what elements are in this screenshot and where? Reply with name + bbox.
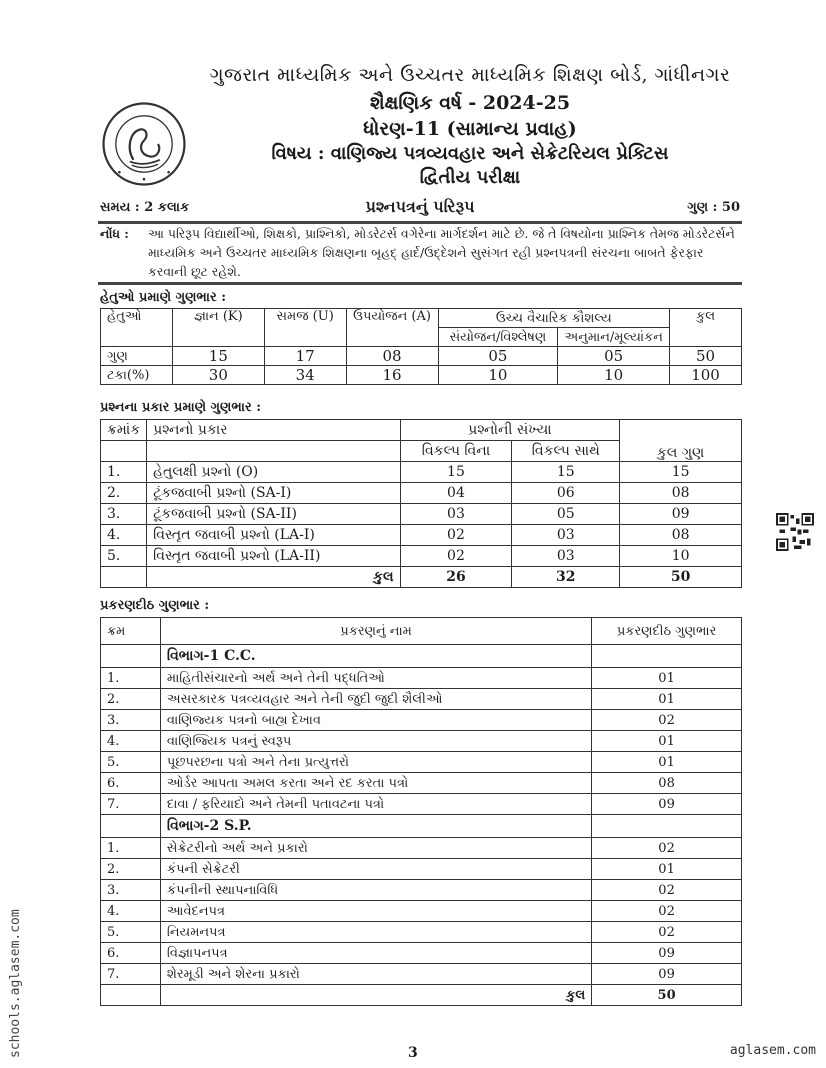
cell-sr: 6. [101, 943, 161, 964]
cell-sr: 3. [101, 504, 147, 525]
cell-sr: 3. [101, 710, 161, 731]
section-1-title: વિભાગ-1 C.C. [160, 645, 591, 668]
header-type: પ્રશ્નનો પ્રકાર [147, 420, 400, 441]
header-application: ઉપયોજન (A) [346, 309, 438, 347]
cell-with: 03 [512, 546, 620, 567]
watermark-right: aglasem.com [729, 1043, 816, 1058]
header-chapter-name: પ્રકરણનું નામ [160, 618, 591, 645]
cell-without: 04 [400, 483, 512, 504]
header-total: કુલ [670, 309, 742, 347]
subject: વિષય : વાણિજ્ય પત્રવ્યવહાર અને સેક્રેટરિયલ પ્રેક્ટિસ [271, 143, 669, 164]
cell-name: નિયમનપત્ર [160, 922, 591, 943]
header-count: પ્રશ્નોની સંખ્યા [400, 420, 620, 441]
table-row [101, 964, 742, 985]
page-number: 3 [408, 1045, 418, 1061]
cell-name: વાણિજ્યક પત્રનો બાહ્ય દેખાવ [160, 710, 591, 731]
note-label: નોંધ : [100, 226, 129, 241]
total-weight: 50 [592, 985, 742, 1006]
table-row [101, 880, 742, 901]
question-types-table [100, 419, 742, 588]
watermark-left: schools.aglasem.com [8, 909, 23, 1058]
cell-name: આવેદનપત્ર [160, 901, 591, 922]
cell-sr: 3. [101, 880, 161, 901]
cell-sr: 4. [101, 525, 147, 546]
cell-marks: 08 [620, 483, 742, 504]
note [100, 224, 740, 281]
cell-weight: 02 [592, 922, 742, 943]
chapters-title: પ્રકરણદીઠ ગુણભાર : [100, 598, 210, 613]
table-row [101, 943, 742, 964]
objectives-table [100, 308, 742, 385]
cell-type: હેતુલક્ષી પ્રશ્નો (O) [147, 462, 400, 483]
cell-name: ઓર્ડર આપતા અમલ કરતા અને રદ કરતા પત્રો [160, 773, 591, 794]
header-evaluation: અનુમાન/મૂલ્યાંકન [558, 328, 670, 347]
cell-sr: 7. [101, 964, 161, 985]
cell-name: દાવા / ફરિયાદો અને તેમની પતાવટના પત્રો [160, 794, 591, 815]
blueprint-title: પ્રશ્નપત્રનું પરિરૂપ [365, 197, 475, 216]
row-label: ગુણ [101, 347, 173, 366]
cell-value: 50 [670, 347, 742, 366]
cell-weight: 01 [592, 859, 742, 880]
cell-weight: 02 [592, 880, 742, 901]
cell-value: 15 [172, 347, 264, 366]
table-row [101, 462, 742, 483]
table-row [101, 922, 742, 943]
cell-type: વિસ્તૃત જવાબી પ્રશ્નો (LA-I) [147, 525, 400, 546]
cell-name: વિજ્ઞાપનપત્ર [160, 943, 591, 964]
cell-value: 10 [438, 366, 558, 385]
row-label: ટકા(%) [101, 366, 173, 385]
cell-weight: 01 [592, 668, 742, 689]
table-row [101, 347, 742, 366]
cell-without: 02 [400, 525, 512, 546]
cell-weight: 09 [592, 794, 742, 815]
table-row [101, 901, 742, 922]
cell-with: 15 [512, 462, 620, 483]
cell-weight: 09 [592, 943, 742, 964]
cell-value: 34 [264, 366, 346, 385]
cell-value: 10 [558, 366, 670, 385]
cell-with: 05 [512, 504, 620, 525]
cell-sr: 7. [101, 794, 161, 815]
standard: ધોરણ-11 (સામાન્ય પ્રવાહ) [363, 118, 577, 140]
total-marks: 50 [620, 567, 742, 588]
section-2-title: વિભાગ-2 S.P. [160, 815, 591, 838]
cell-value: 17 [264, 347, 346, 366]
cell-without: 15 [400, 462, 512, 483]
header-knowledge: જ્ઞાન (K) [172, 309, 264, 347]
cell-sr: 6. [101, 773, 161, 794]
table-row [101, 859, 742, 880]
cell-weight: 09 [592, 964, 742, 985]
header-understanding: સમજ (U) [264, 309, 346, 347]
cell-sr: 4. [101, 901, 161, 922]
cell-value: 30 [172, 366, 264, 385]
table-row [101, 668, 742, 689]
total-without: 26 [400, 567, 512, 588]
total-label: કુલ [160, 985, 591, 1006]
divider [98, 282, 742, 285]
cell-with: 06 [512, 483, 620, 504]
cell-name: શેરમૂડી અને શેરના પ્રકારો [160, 964, 591, 985]
table-row [101, 773, 742, 794]
cell-value: 16 [346, 366, 438, 385]
board-seal-icon [100, 100, 188, 188]
exam-time: સમય : 2 કલાક [100, 200, 190, 215]
cell-sr: 2. [101, 483, 147, 504]
cell-weight: 01 [592, 689, 742, 710]
header-objective: હેતુઓ [101, 309, 173, 347]
cell-sr: 5. [101, 922, 161, 943]
cell-without: 03 [400, 504, 512, 525]
cell-weight: 02 [592, 710, 742, 731]
cell-value: 05 [438, 347, 558, 366]
cell-name: વાણિજ્યિક પત્રનું સ્વરૂપ [160, 731, 591, 752]
cell-sr: 1. [101, 462, 147, 483]
qr-code-icon[interactable] [776, 512, 814, 552]
cell-name: કંપની સેક્રેટરી [160, 859, 591, 880]
header-total-marks: કુલ ગુણ [620, 420, 742, 462]
cell-marks: 10 [620, 546, 742, 567]
question-types-title: પ્રશ્નના પ્રકાર પ્રમાણે ગુણભાર : [100, 400, 262, 415]
cell-marks: 08 [620, 525, 742, 546]
cell-value: 05 [558, 347, 670, 366]
cell-sr: 1. [101, 668, 161, 689]
table-row [101, 366, 742, 385]
academic-year: શૈક્ષણિક વર્ષ - 2024-25 [369, 92, 571, 114]
cell-weight: 02 [592, 901, 742, 922]
table-row [101, 483, 742, 504]
table-row [101, 752, 742, 773]
exam-meta-row [100, 198, 740, 218]
header-sr: ક્રમ [101, 618, 161, 645]
table-row [101, 525, 742, 546]
cell-value: 08 [346, 347, 438, 366]
cell-weight: 08 [592, 773, 742, 794]
cell-marks: 09 [620, 504, 742, 525]
total-label: કુલ [147, 567, 400, 588]
table-row [101, 546, 742, 567]
cell-sr: 2. [101, 689, 161, 710]
cell-sr: 5. [101, 752, 161, 773]
header-sr: ક્રમાંક [101, 420, 147, 441]
cell-without: 02 [400, 546, 512, 567]
cell-weight: 02 [592, 838, 742, 859]
cell-sr: 4. [101, 731, 161, 752]
table-row [101, 731, 742, 752]
header-hots: ઉચ્ચ વૈચારિક કૌશલ્ય [438, 309, 670, 328]
cell-weight: 01 [592, 731, 742, 752]
cell-name: માહિતીસંચારનો અર્થ અને તેની પદ્ધતિઓ [160, 668, 591, 689]
total-row [101, 985, 742, 1006]
chapters-table [100, 617, 742, 1006]
cell-type: ટૂંકજવાબી પ્રશ્નો (SA-I) [147, 483, 400, 504]
cell-name: કંપનીની સ્થાપનાવિધિ [160, 880, 591, 901]
objectives-title: હેતુઓ પ્રમાણે ગુણભાર : [100, 290, 227, 305]
cell-marks: 15 [620, 462, 742, 483]
table-row [101, 838, 742, 859]
cell-type: ટૂંકજવાબી પ્રશ્નો (SA-II) [147, 504, 400, 525]
cell-weight: 01 [592, 752, 742, 773]
total-row [101, 567, 742, 588]
table-row [101, 794, 742, 815]
cell-value: 100 [670, 366, 742, 385]
board-name: ગુજરાત માધ્યમિક અને ઉચ્ચતર માધ્યમિક શિક્ષણ બોર્ડ, ગાંધીનગર [209, 64, 731, 86]
cell-sr: 2. [101, 859, 161, 880]
header-without-choice: વિકલ્પ વિના [400, 441, 512, 462]
exam-name: દ્વિતીય પરીક્ષા [419, 167, 521, 188]
header-weight: પ્રકરણદીઠ ગુણભાર [592, 618, 742, 645]
table-row [101, 504, 742, 525]
cell-type: વિસ્તૃત જવાબી પ્રશ્નો (LA-II) [147, 546, 400, 567]
header-synthesis: સંયોજન/વિશ્લેષણ [438, 328, 558, 347]
exam-marks: ગુણ : 50 [687, 200, 740, 215]
cell-sr: 1. [101, 838, 161, 859]
table-row [101, 689, 742, 710]
cell-name: સેક્રેટરીનો અર્થ અને પ્રકારો [160, 838, 591, 859]
cell-name: પૂછપરછના પત્રો અને તેના પ્રત્યુત્તરો [160, 752, 591, 773]
table-row [101, 710, 742, 731]
header-with-choice: વિકલ્પ સાથે [512, 441, 620, 462]
cell-sr: 5. [101, 546, 147, 567]
note-text: આ પરિરૂપ વિદ્યાર્થીઓ, શિક્ષકો, પ્રાશ્નિકો, મોડરેટર્સ વગેરેના માર્ગદર્શન માટે છે. જે તે વિષયોના પ્રાશ્નિક તેમજ મોડરેટર્સને માધ્યમિક અને ઉચ્ચતર માધ્યમિક શિક્ષણના બૃહદ્ હાર્દ/ઉદ્દેશને સુસંગત રહી પ્રશ્નપત્રની સંરચના બાબતે ફેરફાર કરવાની છૂટ રહેશે. [148, 226, 735, 279]
total-with: 32 [512, 567, 620, 588]
cell-with: 03 [512, 525, 620, 546]
cell-name: અસરકારક પત્રવ્યવહાર અને તેની જુદી જુદી શૈલીઓ [160, 689, 591, 710]
